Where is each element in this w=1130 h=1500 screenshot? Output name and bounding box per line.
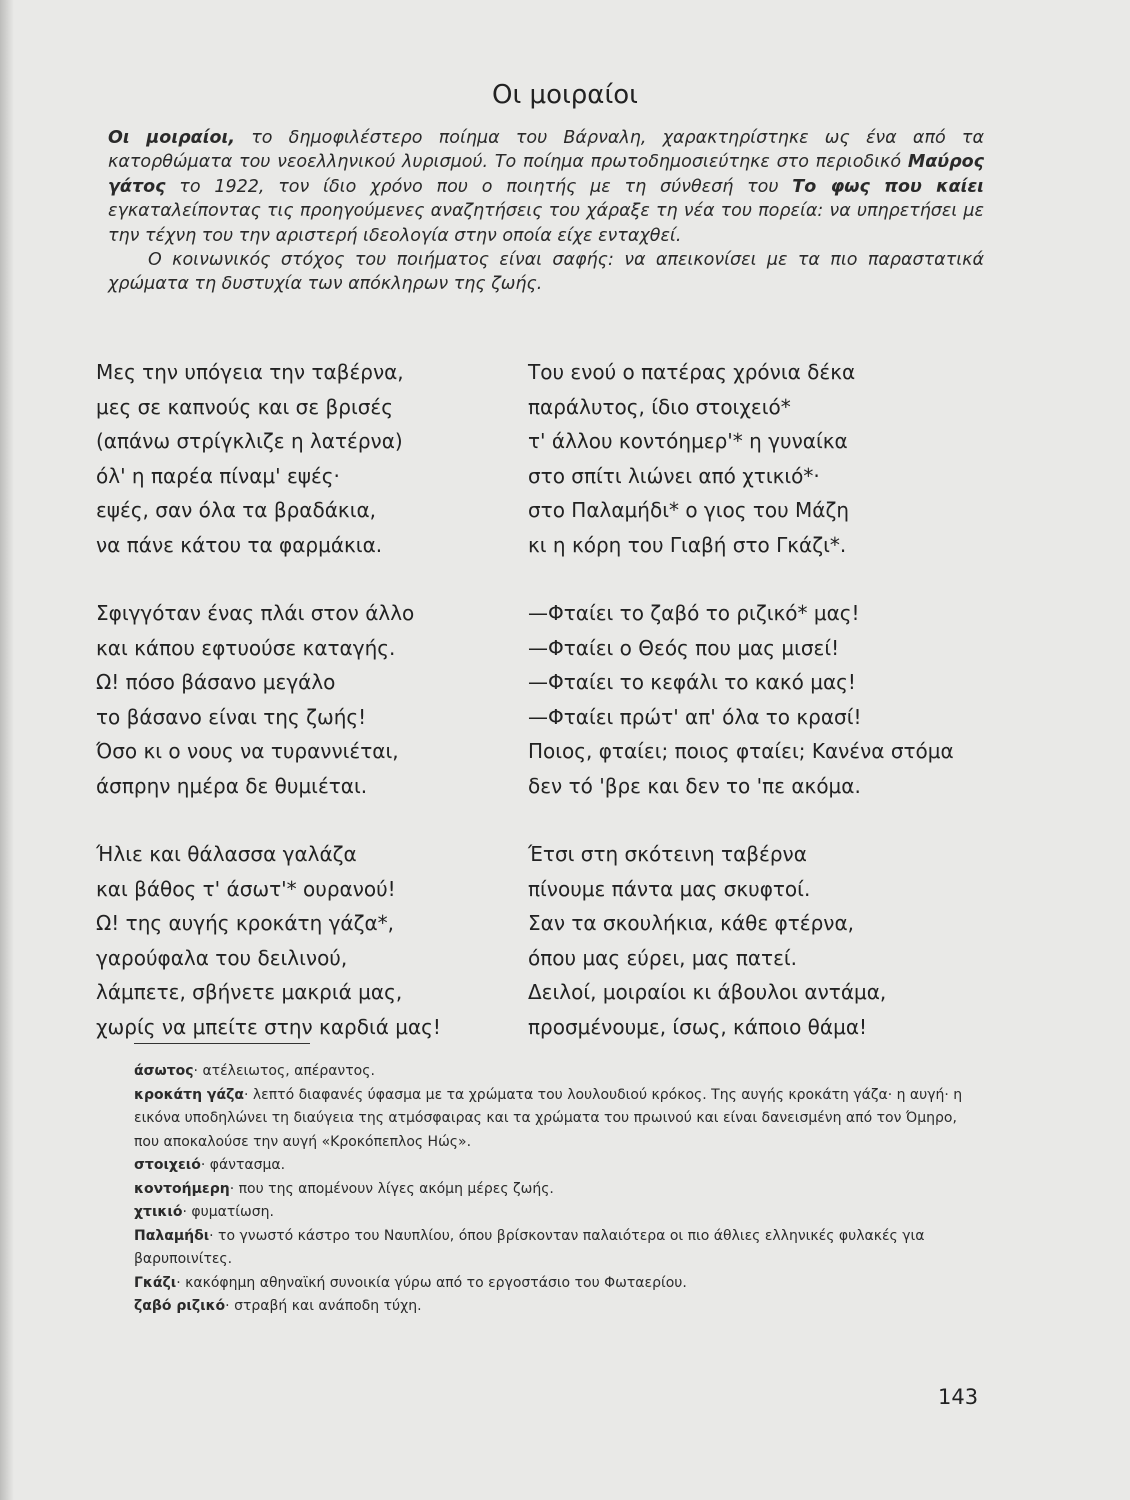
intro-bold-work: Το φως που καίει	[792, 176, 985, 197]
poem-line: Δειλοί, μοιραίοι κι άβουλοι αντάμα,	[528, 980, 887, 1004]
intro-paragraph-2: Ο κοινωνικός στόχος του ποιήματος είναι σαφής: να απεικονίσει με τα πιο παραστατικά χρώματα τη δυστυχία των απόκληρων της ζωής.	[108, 250, 984, 295]
glossary-entry	[134, 1178, 984, 1202]
stanza-3	[96, 596, 496, 803]
poem-line: και βάθος τ' άσωτ'* ουρανού!	[96, 876, 396, 901]
stanza-1	[96, 355, 496, 562]
glossary-term: άσωτος	[134, 1063, 194, 1079]
poem-line: —Φταίει το ζαβό το ριζικό* μας!	[528, 601, 860, 625]
poem-line: χωρίς να μπείτε στην καρδιά μας!	[96, 1014, 441, 1039]
poem-line: Έτσι στη σκότεινη ταβέρνα	[528, 842, 807, 866]
poem-line: πίνουμε πάντα μας σκυφτοί.	[528, 876, 811, 901]
footnote-divider	[134, 1043, 310, 1044]
glossary-definition: · λεπτό διαφανές ύφασμα με τα χρώματα του λουλουδιού κρόκος. Της αυγής κροκάτη γάζα· η αυγή· η εικόνα υποδηλώνει τη διαύγεια της ατμόσφαιρας και τα χρώματα του πρωινού και είναι δανεισμένη από τον Όμηρο, που αποκαλούσε την αυγή «Κροκόπεπλος Ηώς».	[134, 1086, 963, 1150]
poem-line: —Φταίει πρώτ' απ' όλα το κρασί!	[528, 704, 862, 729]
glossary-term: Παλαμήδι	[134, 1227, 210, 1244]
poem-line: προσμένουμε, ίσως, κάποιο θάμα!	[528, 1014, 868, 1039]
intro-bold-journal: Μαύρος γάτος	[108, 152, 984, 197]
page-spine-shadow	[0, 0, 14, 1500]
glossary-term: κοντοήμερη	[134, 1180, 230, 1197]
poem-line: στο σπίτι λιώνει από χτικιό*·	[528, 463, 820, 488]
poem-line: Όσο κι ο νους να τυραννιέται,	[96, 739, 399, 763]
poem-line: λάμπετε, σβήνετε μακριά μας,	[96, 980, 403, 1004]
poem-line: τ' άλλου κοντόημερ'* η γυναίκα	[528, 429, 848, 453]
stanza-2	[528, 355, 998, 562]
intro-text-span: το 1922, τον ίδιο χρόνο που ο ποιητής με τη σύνθεσή του	[165, 176, 793, 197]
glossary-entry	[134, 1225, 984, 1272]
poem-column-right	[528, 355, 998, 1078]
glossary-entry	[134, 1084, 984, 1155]
glossary-definition: · που της απομένουν λίγες ακόμη μέρες ζωής.	[229, 1180, 554, 1197]
poem-line: Ποιος, φταίει; ποιος φταίει; Κανένα στόμα	[528, 739, 954, 763]
poem-line: δεν τό 'βρε και δεν το 'πε ακόμα.	[528, 773, 861, 798]
poem-line: όλ' η παρέα πίναμ' εψές·	[96, 463, 340, 488]
glossary-term: κροκάτη γάζα	[134, 1086, 244, 1103]
glossary-definition: · φάντασμα.	[200, 1157, 286, 1173]
stanza-4	[528, 596, 998, 803]
glossary-definition: · φυματίωση.	[182, 1204, 274, 1220]
page-number: 143	[938, 1385, 979, 1409]
glossary-definition: · στραβή και ανάποδη τύχη.	[225, 1298, 422, 1314]
poem-line: —Φταίει ο Θεός που μας μισεί!	[528, 635, 840, 660]
poem-line: (απάνω στρίγκλιζε η λατέρνα)	[96, 429, 403, 453]
poem-line: το βάσανο είναι της ζωής!	[96, 704, 367, 729]
poem-line: γαρούφαλα του δειλινού,	[96, 945, 348, 970]
poem-line: Μες την υπόγεια την ταβέρνα,	[96, 360, 404, 384]
poem-line: και κάπου εφτυούσε καταγής.	[96, 635, 396, 660]
poem-line: Σαν τα σκουλήκια, κάθε φτέρνα,	[528, 911, 854, 935]
poem-line: εψές, σαν όλα τα βραδάκια,	[96, 498, 377, 522]
poem-line: κι η κόρη του Γιαβή στο Γκάζι*.	[528, 532, 847, 557]
poem-line: Ήλιε και θάλασσα γαλάζα	[96, 842, 357, 866]
glossary-entry	[134, 1060, 984, 1084]
glossary-definition: · ατέλειωτος, απέραντος.	[193, 1063, 375, 1079]
poem-line: στο Παλαμήδι* ο γιος του Μάζη	[528, 498, 850, 522]
poem-line: παράλυτος, ίδιο στοιχειό*	[528, 394, 791, 419]
poem-line: να πάνε κάτου τα φαρμάκια.	[96, 532, 383, 557]
glossary-entry	[134, 1201, 984, 1225]
glossary-term: ζαβό ριζικό	[134, 1298, 226, 1314]
stanza-6	[528, 837, 998, 1044]
poem-line: μες σε καπνούς και σε βρισές	[96, 394, 393, 419]
poem-line: όπου μας εύρει, μας πατεί.	[528, 945, 798, 970]
glossary-term: χτικιό	[134, 1204, 183, 1220]
poem-line: —Φταίει το κεφάλι το κακό μας!	[528, 670, 856, 694]
glossary-entry	[134, 1154, 984, 1178]
glossary	[134, 1060, 984, 1319]
poem-column-left	[96, 355, 496, 1078]
glossary-term: Γκάζι	[134, 1274, 177, 1291]
poem-line: άσπρην ημέρα δε θυμιέται.	[96, 773, 368, 798]
poem-line: Ω! της αυγής κροκάτη γάζα*,	[96, 911, 395, 935]
glossary-entry	[134, 1272, 984, 1296]
poem-line: Του ενού ο πατέρας χρόνια δέκα	[528, 360, 856, 384]
glossary-definition: · το γνωστό κάστρο του Ναυπλίου, όπου βρίσκονταν παλαιότερα οι πιο άθλιες ελληνικές φυλακές για βαρυποινίτες.	[134, 1227, 925, 1267]
intro-text	[108, 126, 984, 297]
poem-line: Ω! πόσο βάσανο μεγάλο	[96, 670, 336, 694]
glossary-term: στοιχειό	[134, 1157, 201, 1173]
glossary-definition: · κακόφημη αθηναϊκή συνοικία γύρω από το εργοστάσιο του Φωταερίου.	[176, 1274, 687, 1291]
poem-title: Οι μοιραίοι	[492, 80, 638, 110]
intro-text-span: εγκαταλείποντας τις προηγούμενες αναζητήσεις του χάραξε τη νέα του πορεία: να υπηρετήσει με την τέχνη του την αριστερή ιδεολογία στην οποία είχε ενταχθεί.	[108, 201, 984, 246]
stanza-5	[96, 837, 496, 1044]
intro-bold-title: Οι μοιραίοι,	[108, 128, 236, 148]
glossary-entry	[134, 1295, 984, 1319]
intro-text-span: το δημοφιλέστερο ποίημα του Βάρναλη, χαρακτηρίστηκε ως ένα από τα κατορθώματα του νεοελληνικού λυρισμού. Το ποίημα πρωτοδημοσιεύτηκε στο περιοδικό	[108, 128, 984, 173]
intro-paragraph-1	[108, 126, 984, 248]
poem-line: Σφιγγόταν ένας πλάι στον άλλο	[96, 601, 415, 625]
